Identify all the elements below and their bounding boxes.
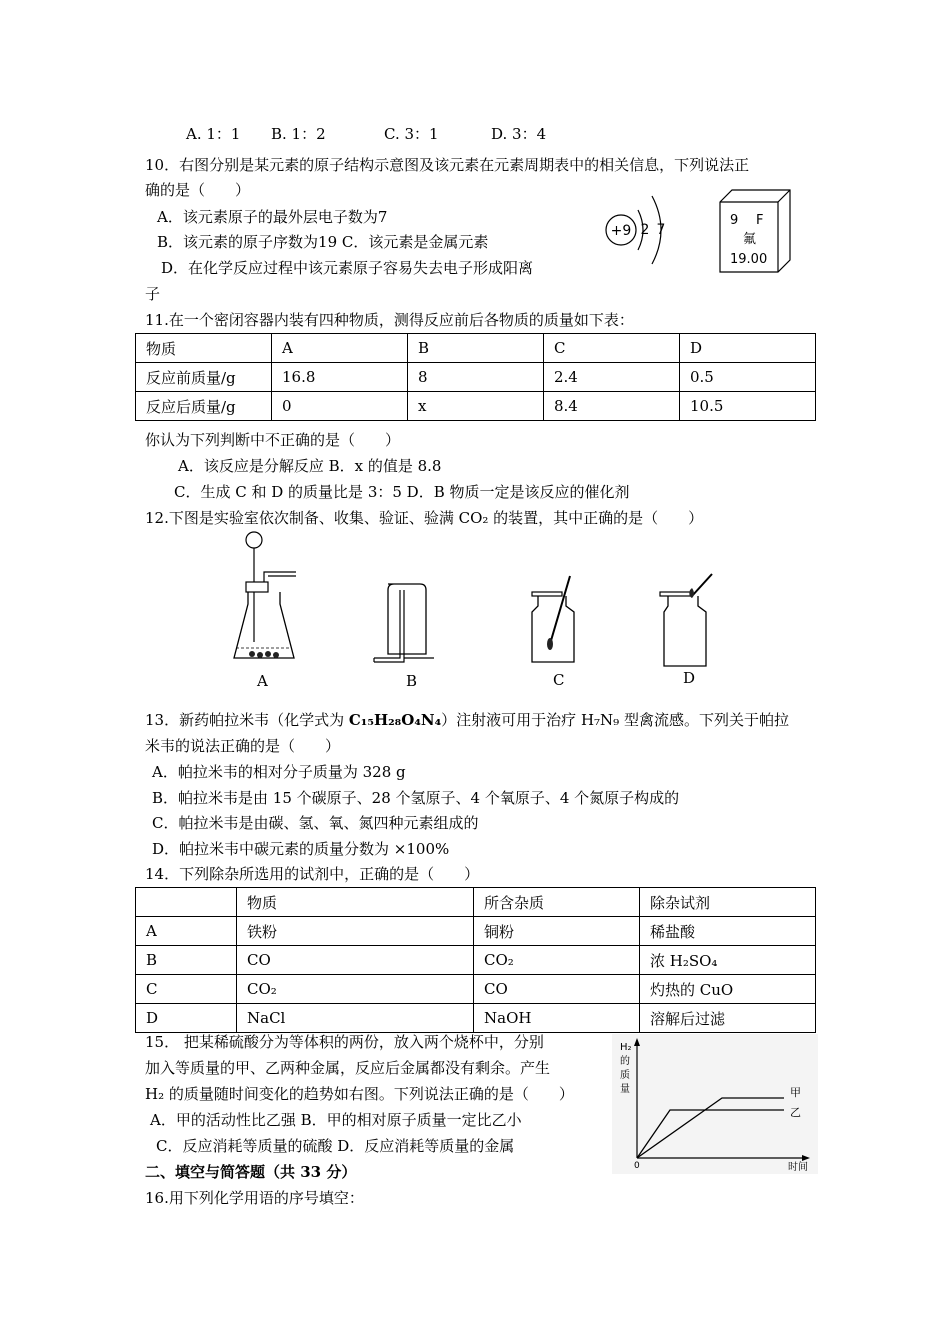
apparatus-label-b: B	[406, 672, 418, 690]
table-cell: 所含杂质	[474, 888, 640, 917]
element-number: 9	[730, 213, 739, 228]
q13-option-c: C．帕拉米韦是由碳、氢、氧、氮四种元素组成的	[152, 814, 479, 832]
q13-stem-post: ）注射液可用于治疗 H₇N₉ 型禽流感。下列关于帕拉	[441, 711, 789, 729]
table-cell: CO₂	[474, 946, 640, 975]
table-cell: 反应前质量/g	[136, 363, 272, 392]
table-cell: 物质	[136, 334, 272, 363]
apparatus-label-a: A	[257, 672, 268, 690]
apparatus-c-bottle	[526, 572, 586, 668]
q14-stem: 14．下列除杂所选用的试剂中，正确的是（ ）	[145, 865, 480, 883]
table-cell: NaCl	[237, 1004, 474, 1033]
q10-stem-line1: 10．右图分别是某元素的原子结构示意图及该元素在元素周期表中的相关信息，下列说法正	[145, 156, 750, 174]
table-cell: 8	[408, 363, 544, 392]
q9-option-b: B. 1：2	[271, 125, 326, 143]
h2-mass-graph	[612, 1034, 818, 1174]
table-row	[136, 392, 816, 421]
q10-option-bc: B．该元素的原子序数为19 C．该元素是金属元素	[157, 233, 489, 251]
q13-stem-pre: 13．新药帕拉米韦（化学式为	[145, 711, 349, 729]
table-cell: 8.4	[544, 392, 680, 421]
q11-table	[135, 333, 816, 421]
section2-title: 二、填空与简答题（共 33 分）	[145, 1163, 357, 1181]
graph-ylabel-3: 质	[620, 1070, 630, 1081]
table-cell: D	[136, 1004, 237, 1033]
apparatus-label-d: D	[683, 669, 696, 687]
table-cell: C	[136, 975, 237, 1004]
q9-options	[186, 124, 546, 144]
table-cell: D	[680, 334, 816, 363]
table-cell: B	[136, 946, 237, 975]
table-row	[136, 363, 816, 392]
q10-stem-line2: 确的是（ ）	[145, 181, 251, 199]
q10-option-d-cont: 子	[145, 285, 161, 303]
q15-stem-line3: H₂ 的质量随时间变化的趋势如右图。下列说法正确的是（ ）	[145, 1085, 574, 1103]
q14-table	[135, 887, 816, 1033]
table-cell: 16.8	[272, 363, 408, 392]
shell1-electrons: 2	[640, 222, 650, 238]
table-cell: 0	[272, 392, 408, 421]
table-row	[136, 1004, 816, 1033]
q15-options-cd: C．反应消耗等质量的硫酸 D．反应消耗等质量的金属	[156, 1137, 515, 1155]
table-cell: 反应后质量/g	[136, 392, 272, 421]
graph-ylabel-2: 的	[620, 1056, 630, 1067]
element-tile	[716, 186, 796, 276]
q13-option-a: A．帕拉米韦的相对分子质量为 328 g	[152, 763, 406, 781]
nucleus-charge: +9	[610, 223, 632, 239]
table-cell: 10.5	[680, 392, 816, 421]
q15-stem-line2: 加入等质量的甲、乙两种金属，反应后金属都没有剩余。产生	[145, 1059, 551, 1077]
graph-xlabel: 时间	[788, 1162, 808, 1173]
q13-stem-line1	[145, 710, 789, 730]
element-symbol: F	[756, 213, 764, 228]
table-cell: CO	[474, 975, 640, 1004]
table-cell: 灼热的 CuO	[640, 975, 816, 1004]
table-cell: 除杂试剂	[640, 888, 816, 917]
table-row	[136, 946, 816, 975]
table-cell: 铜粉	[474, 917, 640, 946]
q15-stem-line1: 15． 把某稀硫酸分为等体积的两份，放入两个烧杯中，分别	[145, 1033, 544, 1051]
q12-stem: 12.下图是实验室依次制备、收集、验证、验满 CO₂ 的装置，其中正确的是（ ）	[145, 509, 704, 527]
table-cell: NaOH	[474, 1004, 640, 1033]
table-cell: 稀盐酸	[640, 917, 816, 946]
element-name: 氟	[743, 232, 757, 247]
q9-option-a: A. 1：1	[186, 125, 241, 143]
table-cell: CO	[237, 946, 474, 975]
q15-options-ab: A．甲的活动性比乙强 B．甲的相对原子质量一定比乙小	[150, 1111, 522, 1129]
apparatus-b-jar	[370, 580, 440, 670]
table-cell: A	[272, 334, 408, 363]
table-cell: A	[136, 917, 237, 946]
apparatus-a-flask	[228, 530, 304, 670]
q16-stem: 16.用下列化学用语的序号填空：	[145, 1189, 364, 1207]
table-row	[136, 334, 816, 363]
table-cell: 铁粉	[237, 917, 474, 946]
q11-stem: 11.在一个密闭容器内装有四种物质，测得反应前后各物质的质量如下表：	[145, 311, 634, 329]
table-row	[136, 917, 816, 946]
table-row	[136, 888, 816, 917]
table-cell: B	[408, 334, 544, 363]
graph-ylabel-1: H₂	[620, 1042, 632, 1053]
table-cell: CO₂	[237, 975, 474, 1004]
table-cell: x	[408, 392, 544, 421]
table-cell	[136, 888, 237, 917]
atom-structure-diagram	[598, 188, 678, 274]
q13-formula: C₁₅H₂₈O₄N₄	[348, 711, 442, 729]
q9-option-c: C. 3：1	[384, 125, 439, 143]
q13-option-d: D．帕拉米韦中碳元素的质量分数为 ×100%	[152, 840, 450, 858]
table-cell: 浓 H₂SO₄	[640, 946, 816, 975]
table-cell: C	[544, 334, 680, 363]
element-mass: 19.00	[730, 252, 768, 267]
table-cell: 0.5	[680, 363, 816, 392]
apparatus-label-c: C	[553, 671, 565, 689]
q11-question: 你认为下列判断中不正确的是（ ）	[145, 431, 401, 449]
q11-options-ab: A．该反应是分解反应 B．x 的值是 8.8	[178, 457, 442, 475]
graph-ylabel-4: 量	[620, 1084, 630, 1095]
q13-option-b: B．帕拉米韦是由 15 个碳原子、28 个氢原子、4 个氧原子、4 个氮原子构成的	[152, 789, 680, 807]
shell2-electrons: 7	[656, 222, 666, 238]
apparatus-d-bottle	[656, 572, 716, 668]
graph-origin: 0	[634, 1161, 640, 1171]
series-yi-label: 乙	[790, 1106, 801, 1119]
table-cell: 物质	[237, 888, 474, 917]
q9-option-d: D. 3：4	[491, 125, 547, 143]
q10-option-a: A．该元素原子的最外层电子数为7	[157, 208, 388, 226]
q11-options-cd: C．生成 C 和 D 的质量比是 3：5 D．B 物质一定是该反应的催化剂	[174, 483, 630, 501]
series-jia-label: 甲	[790, 1086, 801, 1099]
table-cell: 溶解后过滤	[640, 1004, 816, 1033]
q13-stem-line2: 米韦的说法正确的是（ ）	[145, 737, 341, 755]
q10-option-d: D．在化学反应过程中该元素原子容易失去电子形成阳离	[161, 259, 534, 277]
table-cell: 2.4	[544, 363, 680, 392]
table-row	[136, 975, 816, 1004]
